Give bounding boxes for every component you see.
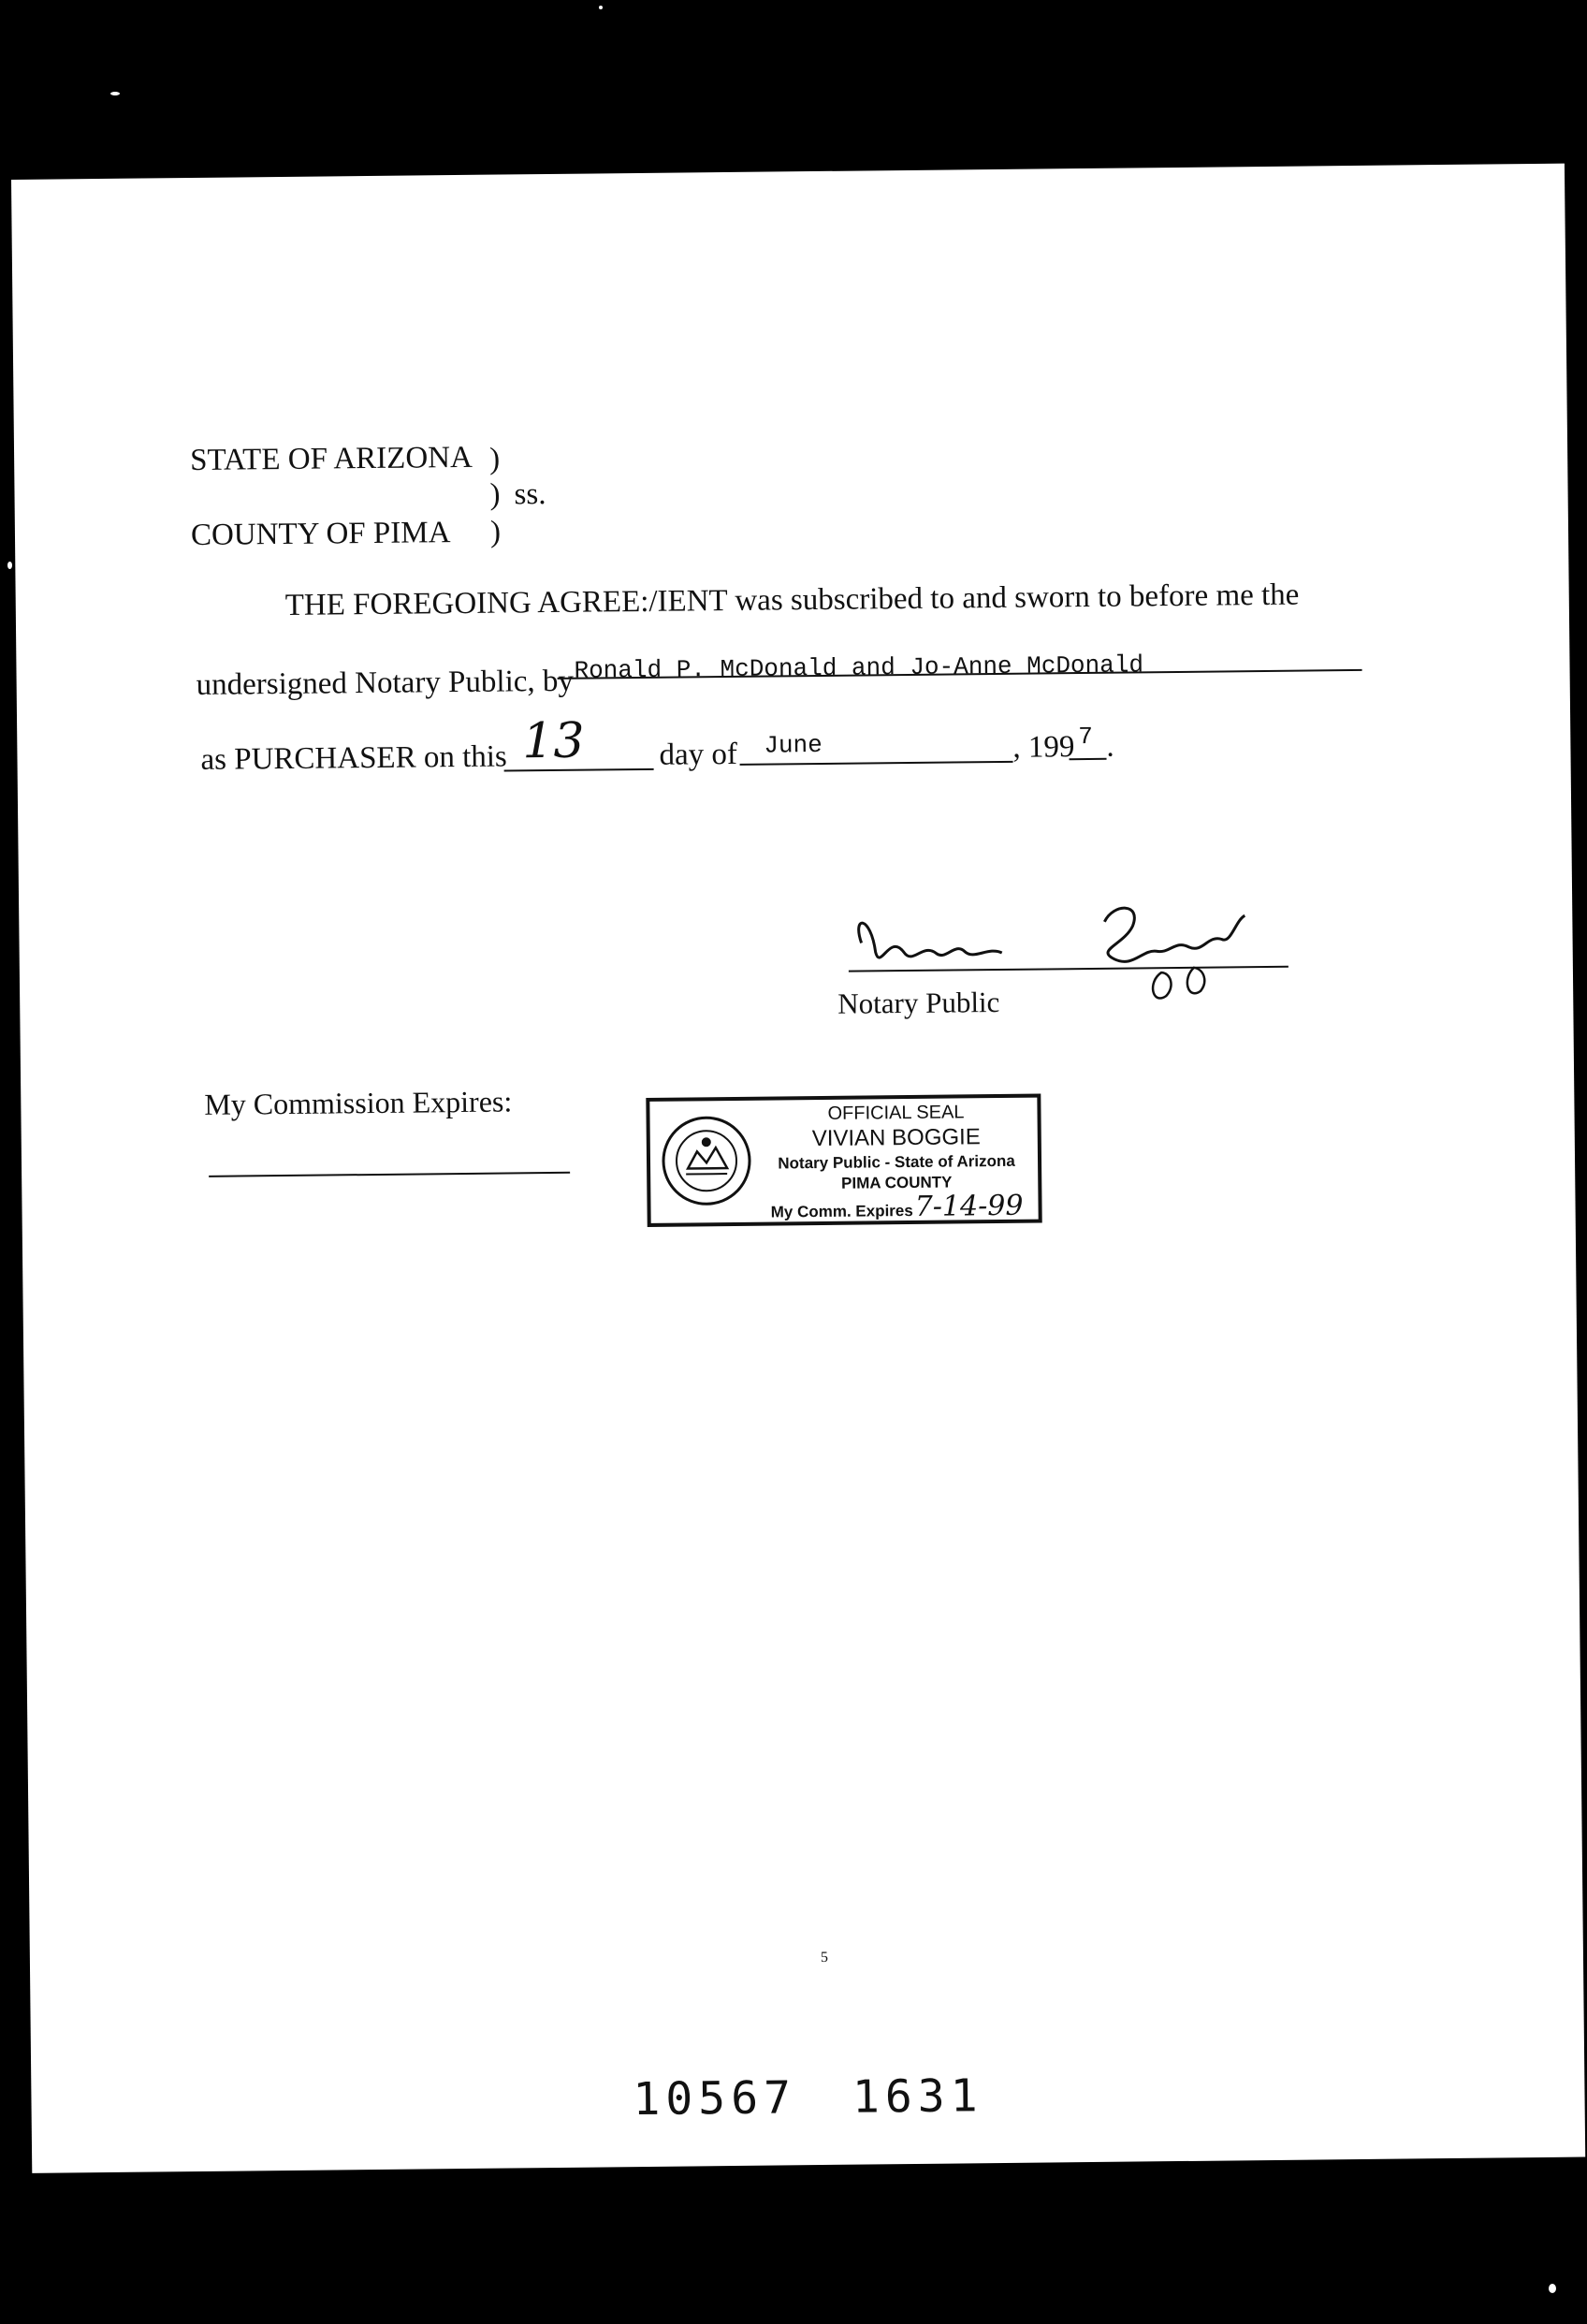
commission-blank (209, 1172, 570, 1177)
purchasers-names: Ronald P. McDonald and Jo-Anne McDonald (574, 650, 1144, 685)
ss-label: ss. (514, 477, 546, 512)
page-mark: 5 (820, 1949, 829, 1966)
notary-title: Notary Public (837, 985, 1000, 1020)
document-number-part: 1631 (852, 2069, 983, 2124)
day-value: 13 (522, 712, 585, 770)
document-page (11, 164, 1585, 2173)
venue-paren: ) (489, 477, 501, 512)
venue-paren: ) (488, 442, 501, 476)
seal-name: VIVIAN BOGGIE (811, 1124, 981, 1152)
venue-paren: ) (489, 515, 502, 549)
seal-county: PIMA COUNTY (840, 1173, 953, 1192)
purchaser-date-text: as PURCHASER on this (200, 739, 507, 777)
seal-title: OFFICIAL SEAL (827, 1102, 965, 1124)
agreement-text: THE FOREGOING AGREE:/IENT was subscribed to and sworn to before me the (284, 577, 1300, 622)
month-blank (740, 761, 1013, 766)
day-of-label: day of (659, 737, 738, 772)
notary-by-text: undersigned Notary Public, by (196, 664, 575, 702)
year-suffix: . (1106, 729, 1114, 764)
month-value: June (764, 730, 823, 760)
seal-expiry-label: My Comm. Expires (770, 1201, 913, 1221)
commission-label: My Commission Expires: (204, 1084, 513, 1121)
county-label: COUNTY OF PIMA (190, 516, 451, 553)
document-number (31, 2064, 1584, 2132)
state-seal-icon (659, 1114, 753, 1208)
state-label: STATE OF ARIZONA (189, 440, 473, 478)
official-seal-stamp (646, 1094, 1041, 1227)
seal-expiry (761, 1190, 1032, 1225)
document-number-part: 10567 (633, 2071, 797, 2127)
year-prefix: , 199 (1012, 730, 1075, 765)
seal-expiry-date: 7-14-99 (914, 1189, 1024, 1223)
seal-state: Notary Public - State of Arizona (778, 1151, 1015, 1173)
year-blank (1070, 758, 1107, 760)
year-digit: 7 (1078, 722, 1094, 752)
